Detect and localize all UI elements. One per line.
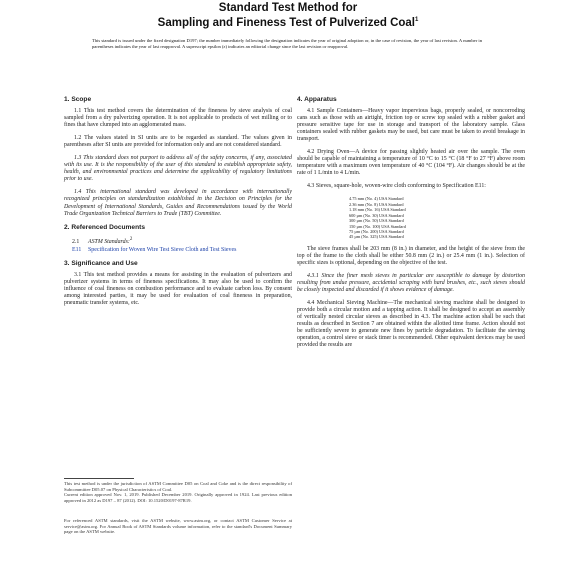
sieve-item: 4.75 mm (No. 4) USA Standard xyxy=(349,196,404,202)
title-line-1: Standard Test Method for xyxy=(218,2,358,14)
sieve-item: 600 µm (No. 30) USA Standard xyxy=(349,212,404,218)
reference-text: Specification for Woven Wire Test Sieve Cloth and Test Sieves xyxy=(88,246,237,253)
left-column xyxy=(64,90,292,313)
significance-paragraph-3-1: 3.1 This test method provides a means for assisting in the evaluation of pulverizers and pulverizer systems in terms of fineness specifications. It may also be used to confirm the influence of coal fineness on combustion performance and to evaluate carbon loss. By consent among interested parties, it may be used for evaluation of coal fineness in preparation, pneumatic transfer systems, etc. xyxy=(64,271,292,306)
scope-paragraph-1-2: 1.2 The values stated in SI units are to be regarded as standard. The values given in parentheses after SI units are provided for information only and are not considered standard. xyxy=(64,135,292,149)
reference-e11-link[interactable] xyxy=(72,247,292,254)
sieve-item: 45 µm (No. 325) USA Standard xyxy=(349,234,404,240)
scope-heading: 1. Scope xyxy=(64,96,92,103)
scope-paragraph-1-3: 1.3 This standard does not purport to address all of the safety concerns, if any, associated with its use. It is the responsibility of the user of this standard to establish appropriate safety, health, and environmental practices and determine the applicability of regulatory limitations prior to use. xyxy=(64,155,292,183)
apparatus-paragraph-4-3: 4.3 Sieves, square-hole, woven-wire cloth conforming to Specification E11: xyxy=(307,183,486,190)
sieve-item: 2.36 mm (No. 8) USA Standard xyxy=(349,201,404,207)
apparatus-paragraph-4-1: 4.1 Sample Containers—Heavy vapor impervious bags, properly sealed, or noncorroding cans such as those with an airtight, friction top or screw top sealed with a rubber gasket and pressure sensitive tape for use in storage and transport of the laboratory sample. Glass containers sealed with rubber gaskets may be used, but care must be taken to avoid breakage in transport. xyxy=(297,108,525,143)
apparatus-paragraph-4-4: 4.4 Mechanical Sieving Machine—The mechanical sieving machine shall be designed to provide both a circular motion and a tapping action. It shall be designed to accept an assembly of vertically nested circular sieves as described in 4.3. The machine action shall be such that results as described in Section 7 are obtained within the allotted time frame. Action should not be sufficiently severe to generate new fines by particle degradation. To facilitate the sieving operation, a control sieve or stack timer is recommended. Other equivalent devices may be used provided the results are xyxy=(297,300,525,349)
title-line-2-text: Sampling and Fineness Test of Pulverized Coal xyxy=(157,16,415,29)
apparatus-paragraph-4-2: 4.2 Drying Oven—A device for passing slightly heated air over the sample. The oven should be capable of maintaining a temperature of 10 °C to 15 °C (18 °F to 27 °F) above room temperature with a maximum oven temperature of 40 °C (104 °F). Air changes should be at the rate of 1 L/min to 4 L/min. xyxy=(297,149,525,177)
title-footnote-mark: 1 xyxy=(414,17,419,23)
sieve-item: 300 µm (No. 50) USA Standard xyxy=(349,218,404,224)
apparatus-heading: 4. Apparatus xyxy=(297,96,337,103)
reference-footnote-mark: 2 xyxy=(129,236,133,242)
apparatus-sieve-frame-paragraph: The sieve frames shall be 203 mm (8 in.) in diameter, and the height of the sieve from the top of the frame to the cloth shall be either 50.8 mm (2 in.) or 25.4 mm (1 in.). Selection of specific sizes is optional, depending on the objective of the test. xyxy=(297,245,525,266)
right-column xyxy=(297,90,525,355)
reference-text: ASTM Standards: xyxy=(88,238,130,245)
reference-astm-standards xyxy=(72,236,292,246)
footnote-1-edition: Current edition approved Nov. 1, 2019. Published December 2019. Originally approved in 1924. Last previous edition approved in 2012 as D197 – 87 (2012). DOI: 10.1520/D0197-87R19. xyxy=(64,492,292,504)
footnote-2: For referenced ASTM standards, visit the ASTM website, www.astm.org, or contact ASTM Customer Service at service@astm.org. For Annual Book of ASTM Standards volume information, refer to the standard's Document Summary page on the ASTM website. xyxy=(64,518,292,535)
footnote-divider xyxy=(64,478,134,479)
designation-notice: This standard is issued under the fixed designation D197; the number immediately following the designation indicates the year of original adoption or, in the case of revision, the year of last revision. A number in parentheses indicates the year of last reapproval. A superscript epsilon (ε) indicates an editorial change since the last revision or reapproval. xyxy=(92,38,482,49)
scope-paragraph-1-4: 1.4 This international standard was developed in accordance with internationally recognized principles on standardization established in the Decision on Principles for the Development of International Standards, Guides and Recommendations issued by the World Trade Organization Technical Barriers to Trade (TBT) Committee. xyxy=(64,189,292,217)
significance-heading: 3. Significance and Use xyxy=(64,259,138,267)
footnote-1-text: This test method is under the jurisdiction of ASTM Committee D05 on Coal and Coke and is the direct responsibility of Subcommittee D05.07 on Physical Characteristics of Coal. xyxy=(64,481,292,492)
sieve-list xyxy=(349,196,525,239)
sieve-item: 1.18 mm (No. 16) USA Standard xyxy=(349,207,406,213)
sieve-item: 75 µm (No. 200) USA Standard xyxy=(349,228,404,234)
footnote-1 xyxy=(64,481,292,504)
apparatus-paragraph-4-3-1: 4.3.1 Since the finer mesh sieves in particular are susceptible to damage by distortion resulting from undue pressure, accidental scraping with hard brushes, etc., such sieves should be closely inspected and discarded if it shows evidence of damage. xyxy=(297,272,525,293)
title-line-2 xyxy=(118,14,458,29)
sieve-item: 150 µm (No. 100) USA Standard xyxy=(349,223,406,229)
reference-number: 2.1 xyxy=(72,238,80,245)
document-title xyxy=(118,2,458,29)
scope-paragraph-1-1: 1.1 This test method covers the determination of the fineness by sieve analysis of coal sampled from a dry pulverizing operation. It is not applicable to products of wet milling or to fines that have clumped into an agglomerated mass. xyxy=(64,108,292,129)
referenced-documents-heading: 2. Referenced Documents xyxy=(64,223,145,231)
reference-number: E11 xyxy=(72,246,82,253)
